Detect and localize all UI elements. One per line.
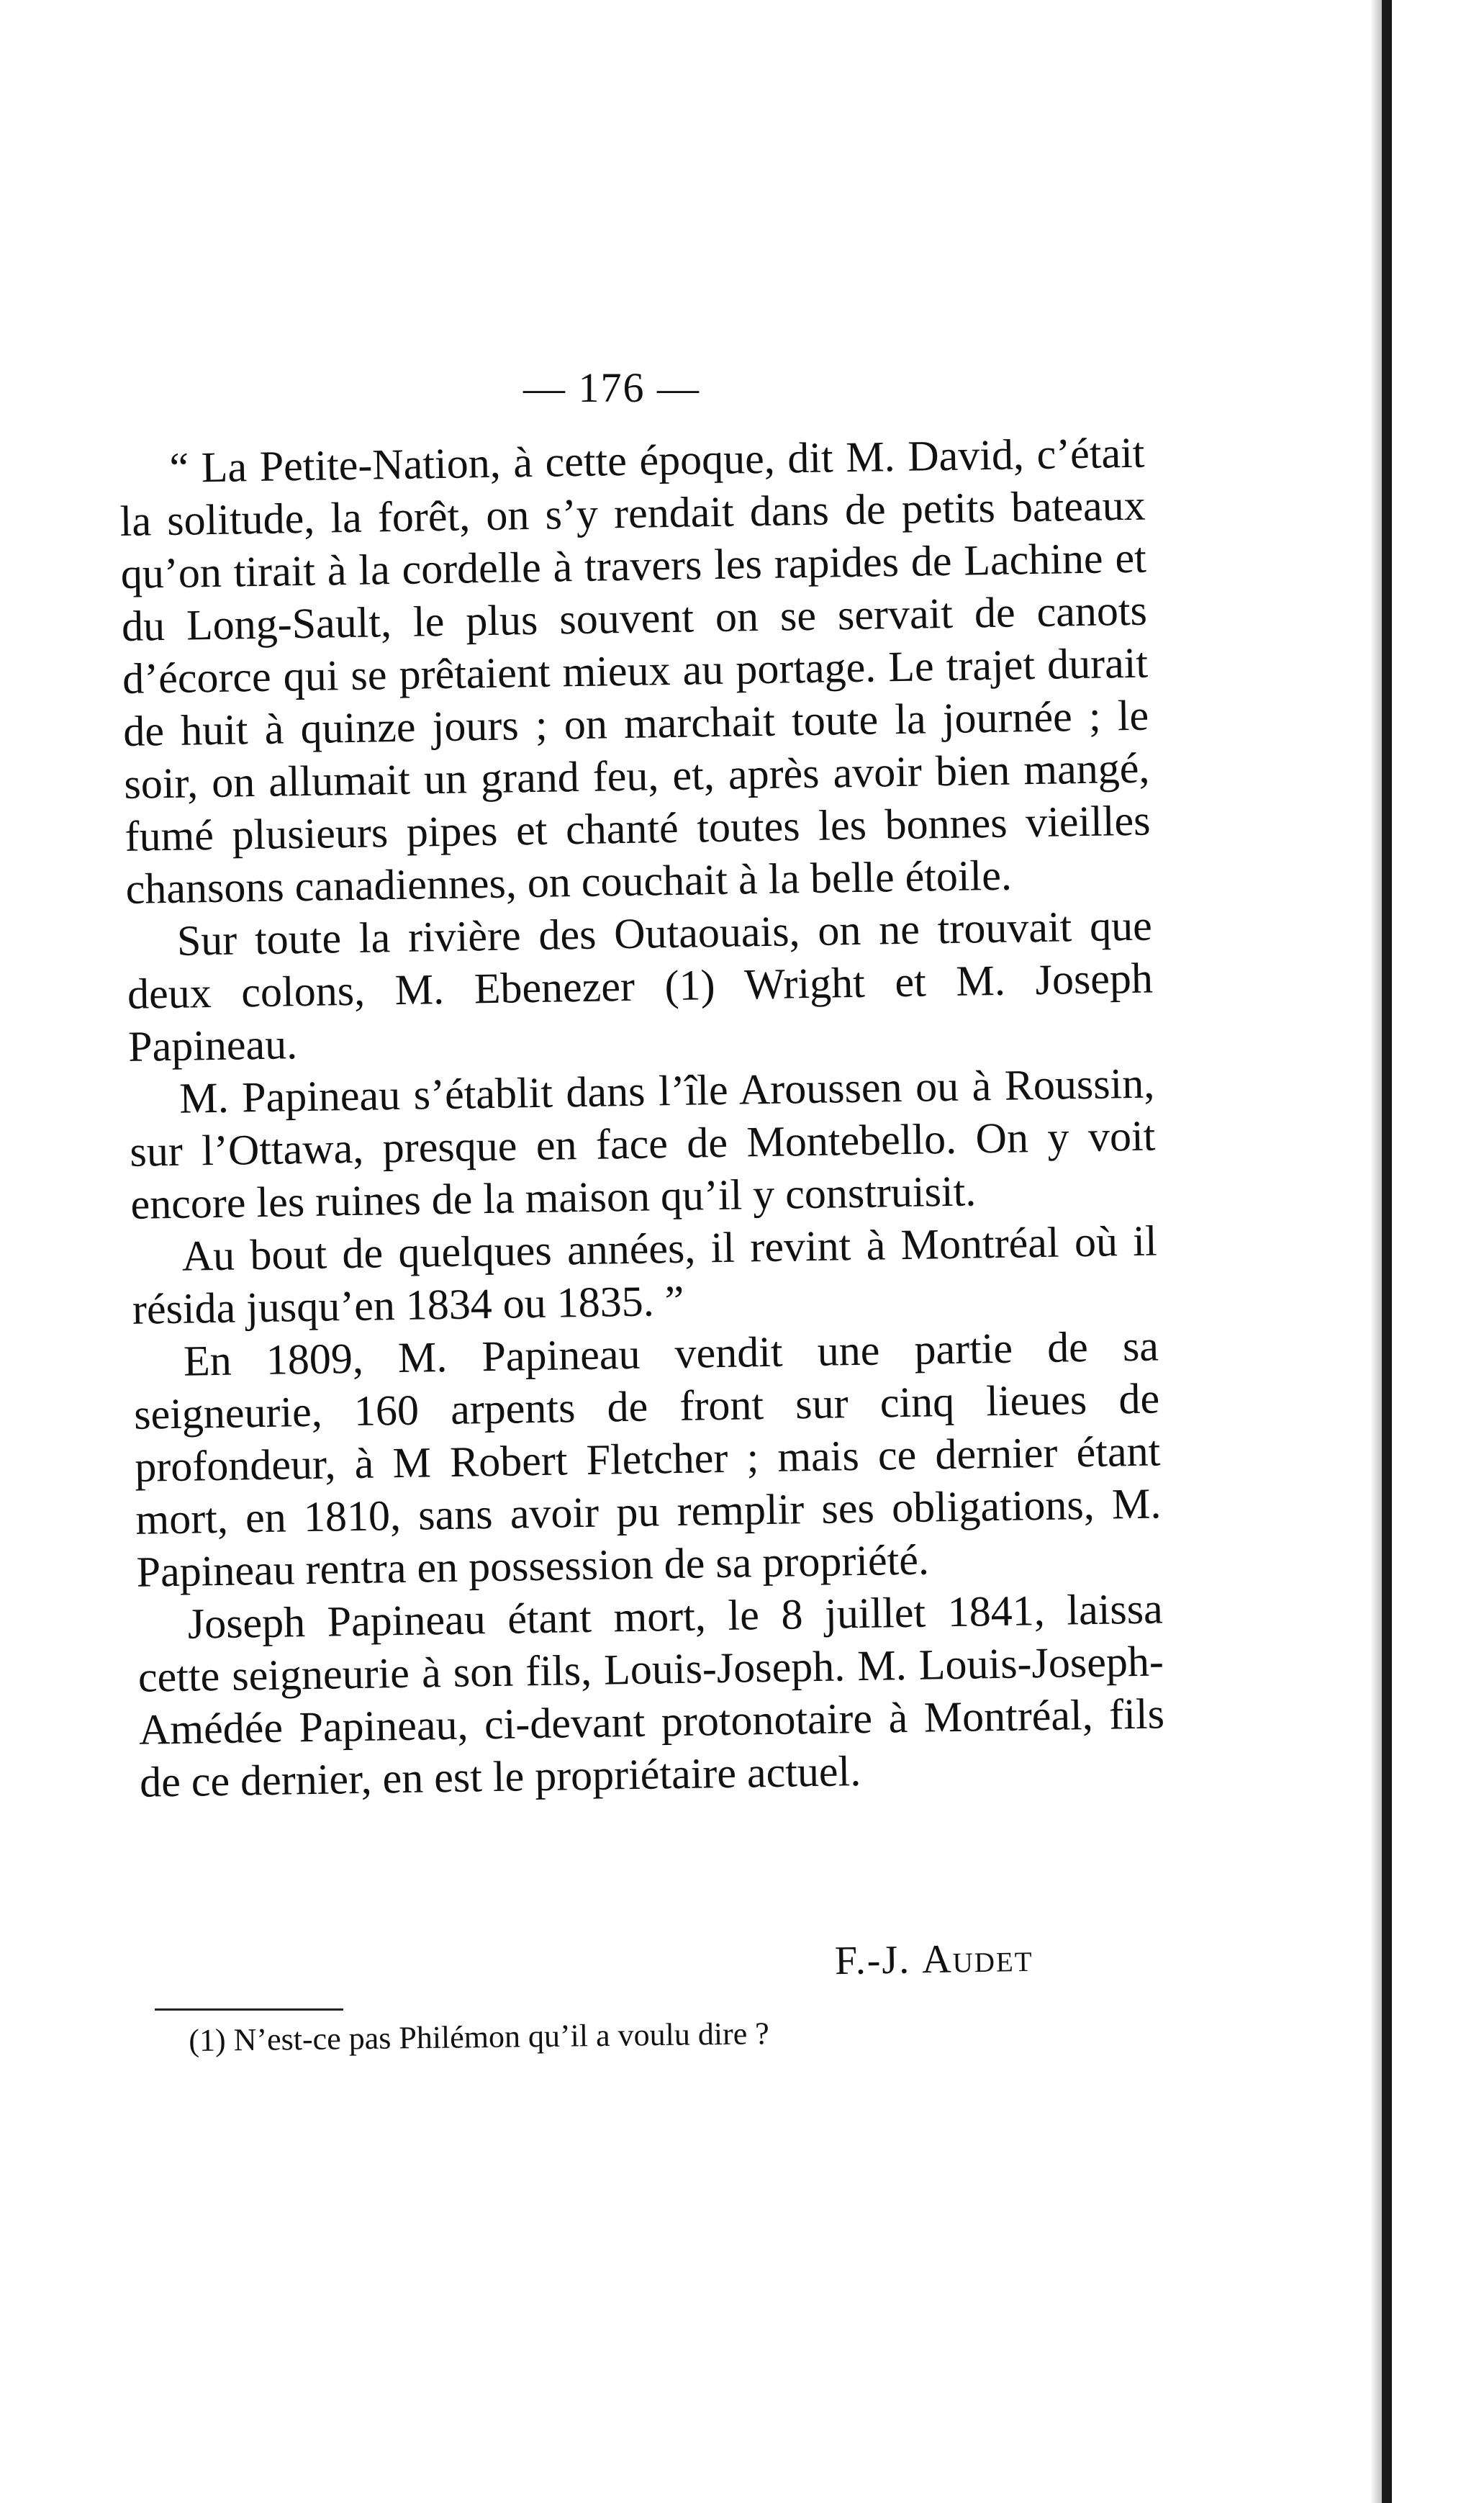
footnote: (1) N’est-ce pas Philémon qu’il a voulu dire ? — [189, 2016, 770, 2058]
page-gutter-shadow — [1370, 0, 1382, 2503]
body-text — [119, 427, 1166, 1809]
paragraph-retour-montreal: Au bout de quelques années, il revint à Montréal où il résida jusqu’en 1834 ou 1835. ” — [132, 1217, 1158, 1333]
paragraph-riviere-outaouais: Sur toute la rivière des Outaouais, on ne trouvait que deux colons, M. Ebenezer (1) Wright et M. Joseph Papineau. — [127, 901, 1154, 1070]
signature-initials: F.-J. — [834, 1937, 923, 1984]
footnote-divider — [155, 2008, 343, 2011]
page-spine-edge — [1382, 0, 1392, 2503]
signature-surname: Audet — [921, 1935, 1034, 1983]
paragraph-heritage-1841: Joseph Papineau étant mort, le 8 juillet 1841, laissa cette seigneurie à son fils, Louis-Joseph. M. Louis-Joseph-Amédée Papineau, ci-devant protonotaire à Montréal, fils de ce dernier, en est le propriétaire actuel. — [137, 1584, 1165, 1806]
author-signature — [835, 1935, 1034, 1984]
paragraph-vente-1809: En 1809, M. Papineau vendit une partie de sa seigneurie, 160 arpents de front sur cinq lieues de profondeur, à M Robert Fletcher ; mais ce dernier étant mort, en 1810, sans avoir pu remplir ses obligations, M. Papineau rentra en possession de sa propriété. — [133, 1322, 1162, 1596]
page-margin-right — [1392, 0, 1484, 2503]
paragraph-quote-petite-nation: “ La Petite-Nation, à cette époque, dit M. David, c’était la solitude, la forêt, on s’y rendait dans de petits bateaux qu’on tirait à la cordelle à travers les rapides de Lachine et du Long-Sault, le plus souvent on se servait de canots d’écorce qui se prêtaient mieux au portage. Le trajet durait de huit à quinze jours ; on marchait toute la journée ; le soir, on allumait un grand feu, et, après avoir bien mangé, fumé plusieurs pipes et chanté toutes les bonnes vieilles chansons canadiennes, on couchait à la belle étoile. — [119, 428, 1151, 913]
paragraph-papineau-etablissement: M. Papineau s’établit dans l’île Aroussen ou à Roussin, sur l’Ottawa, presque en face de Montebello. On y voit encore les ruines de la maison qu’il y construisit. — [129, 1059, 1156, 1228]
page-number: — 176 — — [523, 364, 700, 411]
